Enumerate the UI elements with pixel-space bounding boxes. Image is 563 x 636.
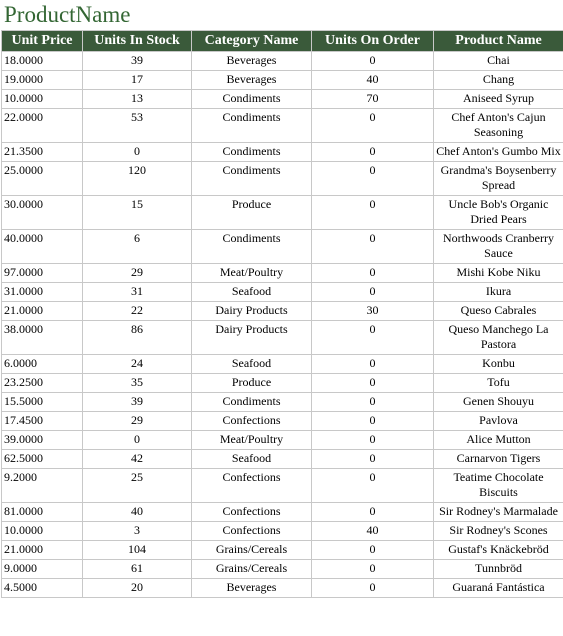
units-in-stock-cell: 29 [83,264,192,283]
category-name-cell: Dairy Products [192,321,312,355]
units-on-order-cell: 0 [312,541,434,560]
units-on-order-cell: 0 [312,469,434,503]
units-in-stock-cell: 24 [83,355,192,374]
unit-price-cell: 21.3500 [2,143,83,162]
units-on-order-cell: 0 [312,230,434,264]
units-in-stock-cell: 13 [83,90,192,109]
product-name-cell: Guaraná Fantástica [434,579,563,598]
units-on-order-cell: 0 [312,412,434,431]
units-on-order-cell: 0 [312,450,434,469]
table-row [2,52,563,71]
product-name-cell: Grandma's Boysenberry Spread [434,162,563,196]
units-in-stock-cell: 25 [83,469,192,503]
category-name-cell: Condiments [192,230,312,264]
product-name-cell: Alice Mutton [434,431,563,450]
category-name-cell: Seafood [192,283,312,302]
category-name-cell: Produce [192,374,312,393]
unit-price-cell: 38.0000 [2,321,83,355]
table-row [2,503,563,522]
units-in-stock-cell: 53 [83,109,192,143]
product-name-cell: Queso Cabrales [434,302,563,321]
units-on-order-cell: 0 [312,579,434,598]
category-name-cell: Meat/Poultry [192,264,312,283]
unit-price-cell: 39.0000 [2,431,83,450]
unit-price-cell: 17.4500 [2,412,83,431]
table-header [2,31,563,52]
product-name-cell: Tofu [434,374,563,393]
unit-price-cell: 18.0000 [2,52,83,71]
category-name-cell: Beverages [192,52,312,71]
units-in-stock-cell: 20 [83,579,192,598]
product-name-cell: Northwoods Cranberry Sauce [434,230,563,264]
units-in-stock-cell: 31 [83,283,192,302]
units-in-stock-cell: 35 [83,374,192,393]
unit-price-cell: 30.0000 [2,196,83,230]
units-on-order-cell: 0 [312,109,434,143]
table-row [2,393,563,412]
product-name-cell: Aniseed Syrup [434,90,563,109]
column-header-units-on-order: Units On Order [312,31,434,52]
units-on-order-cell: 0 [312,560,434,579]
units-in-stock-cell: 39 [83,393,192,412]
units-on-order-cell: 40 [312,71,434,90]
unit-price-cell: 4.5000 [2,579,83,598]
product-name-cell: Sir Rodney's Marmalade [434,503,563,522]
category-name-cell: Grains/Cereals [192,541,312,560]
unit-price-cell: 21.0000 [2,541,83,560]
units-on-order-cell: 0 [312,431,434,450]
table-row [2,109,563,143]
unit-price-cell: 6.0000 [2,355,83,374]
header-row [2,31,563,52]
product-name-cell: Uncle Bob's Organic Dried Pears [434,196,563,230]
product-name-cell: Chef Anton's Cajun Seasoning [434,109,563,143]
category-name-cell: Confections [192,412,312,431]
category-name-cell: Meat/Poultry [192,431,312,450]
product-name-cell: Chang [434,71,563,90]
table-row [2,374,563,393]
table-row [2,143,563,162]
table-row [2,579,563,598]
unit-price-cell: 9.0000 [2,560,83,579]
category-name-cell: Confections [192,503,312,522]
category-name-cell: Grains/Cereals [192,560,312,579]
product-name-cell: Chef Anton's Gumbo Mix [434,143,563,162]
units-in-stock-cell: 3 [83,522,192,541]
product-name-cell: Queso Manchego La Pastora [434,321,563,355]
units-in-stock-cell: 61 [83,560,192,579]
category-name-cell: Condiments [192,109,312,143]
units-on-order-cell: 70 [312,90,434,109]
units-on-order-cell: 30 [312,302,434,321]
units-in-stock-cell: 42 [83,450,192,469]
units-in-stock-cell: 40 [83,503,192,522]
table-row [2,302,563,321]
units-on-order-cell: 0 [312,162,434,196]
table-row [2,469,563,503]
table-row [2,162,563,196]
units-on-order-cell: 0 [312,503,434,522]
unit-price-cell: 25.0000 [2,162,83,196]
category-name-cell: Condiments [192,143,312,162]
units-in-stock-cell: 0 [83,143,192,162]
table-row [2,431,563,450]
table-row [2,264,563,283]
units-on-order-cell: 0 [312,355,434,374]
table-row [2,450,563,469]
table-row [2,90,563,109]
units-in-stock-cell: 22 [83,302,192,321]
product-name-cell: Konbu [434,355,563,374]
category-name-cell: Confections [192,469,312,503]
units-in-stock-cell: 39 [83,52,192,71]
units-on-order-cell: 0 [312,196,434,230]
category-name-cell: Seafood [192,450,312,469]
category-name-cell: Condiments [192,162,312,196]
unit-price-cell: 15.5000 [2,393,83,412]
product-name-cell: Teatime Chocolate Biscuits [434,469,563,503]
category-name-cell: Condiments [192,393,312,412]
unit-price-cell: 21.0000 [2,302,83,321]
category-name-cell: Dairy Products [192,302,312,321]
product-name-cell: Carnarvon Tigers [434,450,563,469]
units-on-order-cell: 0 [312,393,434,412]
units-on-order-cell: 40 [312,522,434,541]
units-in-stock-cell: 86 [83,321,192,355]
units-on-order-cell: 0 [312,264,434,283]
table-row [2,522,563,541]
product-name-cell: Genen Shouyu [434,393,563,412]
table-row [2,355,563,374]
unit-price-cell: 9.2000 [2,469,83,503]
table-row [2,71,563,90]
category-name-cell: Beverages [192,579,312,598]
column-header-category-name: Category Name [192,31,312,52]
column-header-product-name: Product Name [434,31,563,52]
category-name-cell: Beverages [192,71,312,90]
unit-price-cell: 10.0000 [2,522,83,541]
units-on-order-cell: 0 [312,52,434,71]
page-title: ProductName [4,2,131,27]
table-row [2,560,563,579]
column-header-unit-price: Unit Price [2,31,83,52]
unit-price-cell: 22.0000 [2,109,83,143]
units-on-order-cell: 0 [312,283,434,302]
category-name-cell: Seafood [192,355,312,374]
table-row [2,321,563,355]
unit-price-cell: 10.0000 [2,90,83,109]
units-in-stock-cell: 120 [83,162,192,196]
product-name-cell: Gustaf's Knäckebröd [434,541,563,560]
units-in-stock-cell: 104 [83,541,192,560]
unit-price-cell: 97.0000 [2,264,83,283]
units-in-stock-cell: 29 [83,412,192,431]
products-table [1,30,563,598]
units-in-stock-cell: 17 [83,71,192,90]
table-row [2,230,563,264]
product-name-cell: Ikura [434,283,563,302]
product-name-cell: Sir Rodney's Scones [434,522,563,541]
category-name-cell: Confections [192,522,312,541]
units-on-order-cell: 0 [312,321,434,355]
table-row [2,196,563,230]
table-row [2,412,563,431]
category-name-cell: Produce [192,196,312,230]
units-on-order-cell: 0 [312,143,434,162]
table-row [2,283,563,302]
product-name-cell: Chai [434,52,563,71]
unit-price-cell: 23.2500 [2,374,83,393]
unit-price-cell: 62.5000 [2,450,83,469]
column-header-units-in-stock: Units In Stock [83,31,192,52]
table-row [2,541,563,560]
unit-price-cell: 19.0000 [2,71,83,90]
category-name-cell: Condiments [192,90,312,109]
unit-price-cell: 81.0000 [2,503,83,522]
units-in-stock-cell: 15 [83,196,192,230]
unit-price-cell: 40.0000 [2,230,83,264]
units-in-stock-cell: 0 [83,431,192,450]
product-name-cell: Mishi Kobe Niku [434,264,563,283]
product-name-cell: Tunnbröd [434,560,563,579]
unit-price-cell: 31.0000 [2,283,83,302]
units-in-stock-cell: 6 [83,230,192,264]
product-name-cell: Pavlova [434,412,563,431]
table-body [2,52,563,598]
units-on-order-cell: 0 [312,374,434,393]
